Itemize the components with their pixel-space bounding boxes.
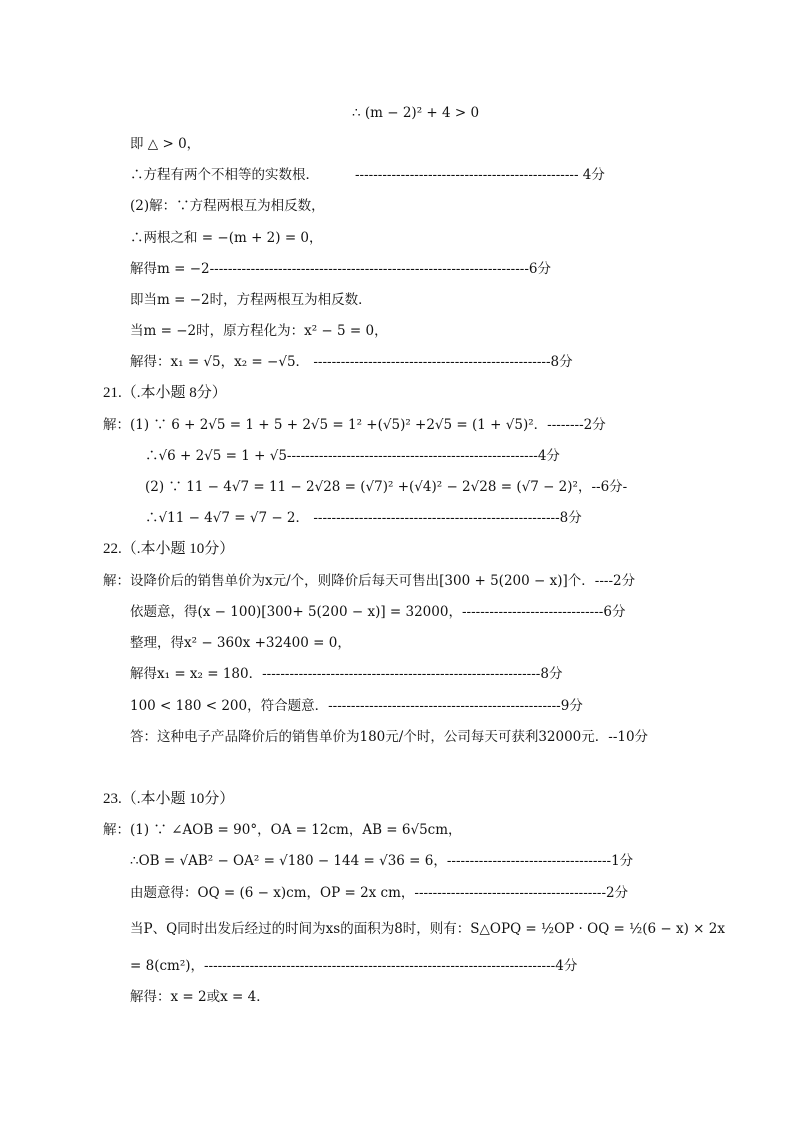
line-1: ∴ (m − 2)² + 4 > 0: [352, 105, 480, 121]
line-24: = 8(cm²)，-----------------------------------------------------------------------------4分: [130, 958, 578, 974]
line-21: ∴OB = √AB² − OA² = √180 − 144 = √36 = 6，------------------------------------1分: [130, 853, 634, 869]
line-9: 解得：x₁ = √5，x₂ = −√5． ----------------------------------------------------8分: [130, 354, 573, 370]
line-10: 解：(1) ∵ 6 + 2√5 = 1 + 5 + 2√5 = 1² +(√5)² +2√5 = (1 + √5)²．--------2分: [103, 417, 606, 433]
line-20: 解：(1) ∵ ∠AOB = 90°，OA = 12cm，AB = 6√5cm，: [103, 822, 462, 838]
line-7: 即当m = −2时，方程两根互为相反数．: [130, 292, 372, 308]
line-18: 100 < 180 < 200，符合题意．---------------------------------------------------9分: [130, 698, 583, 714]
line-22: 由题意得：OQ = (6 − x)cm，OP = 2x cm，------------------------------------------2分: [130, 885, 629, 901]
question-21-heading: 21.（.本小题 8分）: [103, 385, 227, 401]
line-2: 即 △ > 0，: [130, 136, 201, 152]
line-14: 解：设降价后的销售单价为x元/个，则降价后每天可售出[300 + 5(200 − x)]个．----2分: [103, 573, 636, 589]
line-11: ∴√6 + 2√5 = 1 + √5-------------------------------------------------------4分: [145, 448, 560, 464]
line-12: (2) ∵ 11 − 4√7 = 11 − 2√28 = (√7)² +(√4)² − 2√28 = (√7 − 2)²，--6分-: [145, 479, 628, 495]
line-17: 解得x₁ = x₂ = 180．-------------------------------------------------------------8分: [130, 666, 563, 682]
line-13: ∴√11 − 4√7 = √7 − 2． ------------------------------------------------------8分: [145, 510, 582, 526]
question-23-heading: 23.（.本小题 10分）: [103, 791, 235, 807]
question-22-heading: 22.（.本小题 10分）: [103, 541, 235, 557]
line-6: 解得m = −2----------------------------------------------------------------------6分: [130, 261, 551, 277]
line-3: ∴方程有两个不相等的实数根．: [130, 167, 319, 183]
line-16: 整理，得x² − 360x +32400 = 0，: [130, 635, 351, 651]
line-15: 依题意，得(x − 100)[300+ 5(200 − x)] = 32000，-------------------------------6分: [130, 604, 626, 620]
line-3-score: ------------------------------------------------- 4分: [355, 167, 605, 183]
line-23: 当P、Q同时出发后经过的时间为xs的面积为8时，则有：S△OPQ = ½OP · OQ = ½(6 − x) × 2x: [130, 921, 725, 937]
line-19: 答：这种电子产品降价后的销售单价为180元/个时，公司每天可获利32000元．--10分: [130, 729, 649, 745]
line-5: ∴两根之和 = −(m + 2) = 0，: [130, 230, 323, 246]
line-8: 当m = −2时，原方程化为：x² − 5 = 0，: [130, 323, 388, 339]
line-25: 解得：x = 2或x = 4．: [130, 989, 270, 1005]
line-4: (2)解：∵方程两根互为相反数，: [130, 198, 325, 214]
